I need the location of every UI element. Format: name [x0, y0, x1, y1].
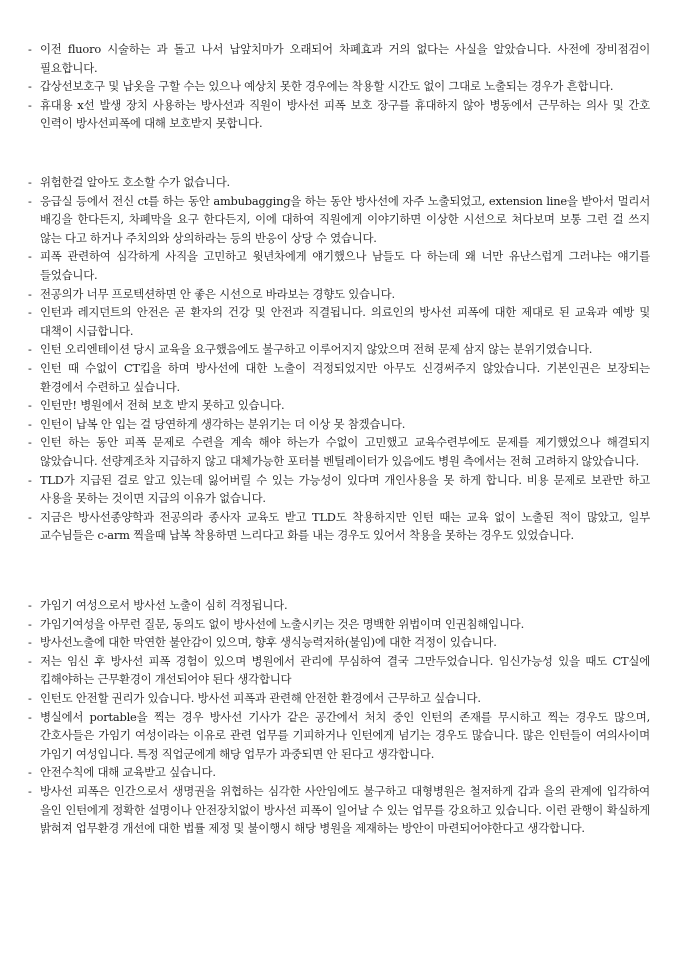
- list-item: [28, 689, 650, 708]
- bullet-dash: -: [28, 616, 32, 631]
- item-text: 인턴만! 병원에서 전혀 보호 받지 못하고 있습니다.: [40, 398, 285, 413]
- item-text: 응급실 등에서 전신 ct를 하는 동안 ambubagging을 하는 동안 방사선에 자주 노출되었고, extension line을 받아서 멀리서 배깅을 한다든지, 차폐막을 요구 한다든지, 이에 대하여 직원에게 이야기하면 이상한 시선으로 쳐다보며 보통 그런 걸 쓰지 않는 다고 하거나 주치의와 상의하라는 등의 반응이 상당 수 였습니다.: [40, 193, 650, 245]
- list-item: [28, 415, 650, 434]
- bullet-dash: -: [28, 193, 32, 208]
- list-item: [28, 359, 650, 396]
- list-item: [28, 396, 650, 415]
- bullet-dash: -: [28, 783, 32, 798]
- item-text: 가임기 여성으로서 방사선 노출이 심히 걱정됩니다.: [40, 598, 288, 612]
- item-text: 인턴이 납복 안 입는 걸 당연하게 생각하는 분위기는 더 이상 못 참겠습니다.: [40, 416, 406, 431]
- list-item: [28, 77, 650, 96]
- section-culture: [28, 173, 650, 545]
- item-text: 휴대용 x선 발생 장치 사용하는 방사선과 직원이 방사선 피폭 보호 장구를 휴대하지 않아 병동에서 근무하는 의사 및 간호 인력이 방사선피폭에 대해 보호받지 못합니다.: [40, 97, 650, 131]
- bullet-dash: -: [28, 435, 32, 450]
- bullet-dash: -: [28, 472, 32, 487]
- item-text: 가임기여성을 아무런 질문, 동의도 없이 방사선에 노출시키는 것은 명백한 위법이며 인권침해입니다.: [40, 616, 524, 631]
- bullet-dash: -: [28, 653, 32, 668]
- bullet-dash: -: [28, 305, 32, 320]
- bullet-dash: -: [28, 635, 32, 650]
- item-text: TLD가 지급된 걸로 알고 있는데 잃어버릴 수 있는 가능성이 있다며 개인사용을 못 하게 합니다. 비용 문제로 보관만 하고 사용을 못하는 것이면 지급의 이유가 없습니다.: [40, 472, 650, 506]
- list-item: [28, 247, 650, 284]
- bullet-dash: -: [28, 509, 32, 524]
- item-text: 병실에서 portable을 찍는 경우 방사선 기사가 같은 공간에서 처치 중인 인턴의 존재를 무시하고 찍는 경우도 많으며, 간호사들은 가임기 여성이라는 이유로 관련 업무를 기피하거나 인턴에게 넘기는 경우도 많습니다. 많은 인턴들이 여의사이며 가임기 여성입니다. 특정 직업군에게 해당 업무가 과중되면 안 된다고 생각합니다.: [40, 709, 650, 761]
- bullet-list: [28, 596, 650, 838]
- bullet-dash: -: [28, 398, 32, 413]
- item-text: 인턴 때 수없이 CT킵을 하며 방사선에 대한 노출이 걱정되었지만 아무도 신경써주지 않았습니다. 기본인권은 보장되는 환경에서 수련하고 싶습니다.: [40, 360, 650, 394]
- item-text: 안전수칙에 대해 교육받고 싶습니다.: [40, 765, 216, 780]
- item-text: 방사선 피폭은 인간으로서 생명권을 위협하는 심각한 사안임에도 불구하고 대형병원은 철저하게 갑과 을의 관계에 입각하여 을인 인턴에게 정확한 설명이나 안전장치없이 방사선 피폭이 일어날 수 있는 업무를 강요하고 있습니다. 이런 관행이 확실하게 밝혀져 업무환경 개선에 대한 법률 제정 및 불이행시 해당 병원을 제재하는 방안이 마련되어야한다고 생각합니다.: [40, 783, 650, 836]
- bullet-dash: -: [28, 765, 32, 780]
- item-text: 인턴 하는 동안 피폭 문제로 수련을 계속 해야 하는가 수없이 고민했고 교육수련부에도 문제를 제기했었으나 해결되지 않았습니다. 선량계조차 지급하지 않고 대체가능한 포터블 벤틸레이터가 있음에도 병원 측에서는 전혀 고려하지 않았습니다.: [40, 435, 650, 468]
- list-item: [28, 96, 650, 133]
- list-item: [28, 40, 650, 77]
- list-item: [28, 652, 650, 689]
- item-text: 피폭 관련하여 심각하게 사직을 고민하고 윗년차에게 얘기했으나 남들도 다 하는데 왜 너만 유난스럽게 그러냐는 얘기를 들었습니다.: [40, 249, 650, 282]
- bullet-dash: -: [28, 690, 32, 705]
- list-item: [28, 285, 650, 304]
- bullet-dash: -: [28, 598, 32, 612]
- item-text: 갑상선보호구 및 납옷을 구할 수는 있으나 예상치 못한 경우에는 착용할 시간도 없이 그대로 노출되는 경우가 흔합니다.: [40, 79, 614, 94]
- item-text: 이전 fluoro 시술하는 과 돌고 나서 납앞치마가 오래되어 차폐효과 거의 없다는 사실을 알았습니다. 사전에 장비점검이 필요합니다.: [40, 42, 650, 75]
- bullet-dash: -: [28, 79, 32, 94]
- item-text: 전공의가 너무 프로텍션하면 안 좋은 시선으로 바라보는 경향도 있습니다.: [40, 286, 395, 301]
- bullet-dash: -: [28, 175, 32, 189]
- bullet-dash: -: [28, 709, 32, 724]
- bullet-dash: -: [28, 286, 32, 301]
- item-text: 인턴도 안전할 권리가 있습니다. 방사선 피폭과 관련해 안전한 환경에서 근무하고 싶습니다.: [40, 690, 481, 705]
- list-item: [28, 596, 650, 615]
- list-item: [28, 708, 650, 764]
- bullet-dash: -: [28, 42, 32, 56]
- bullet-dash: -: [28, 249, 32, 264]
- list-item: [28, 471, 650, 508]
- list-item: [28, 763, 650, 782]
- list-item: [28, 782, 650, 838]
- item-text: 방사선노출에 대한 막연한 불안감이 있으며, 향후 생식능력저하(불임)에 대한 걱정이 있습니다.: [40, 635, 497, 650]
- list-item: [28, 508, 650, 545]
- bullet-dash: -: [28, 342, 32, 357]
- list-item: [28, 303, 650, 340]
- section-fertility: [28, 596, 650, 838]
- bullet-list: [28, 173, 650, 545]
- list-item: [28, 433, 650, 470]
- list-item: [28, 615, 650, 634]
- bullet-dash: -: [28, 97, 32, 112]
- list-item: [28, 173, 650, 192]
- bullet-dash: -: [28, 360, 32, 375]
- bullet-dash: -: [28, 416, 32, 431]
- item-text: 인턴과 레지던트의 안전은 곧 환자의 건강 및 안전과 직결됩니다. 의료인의 방사선 피폭에 대한 제대로 된 교육과 예방 및 대책이 시급합니다.: [40, 305, 650, 338]
- item-text: 인턴 오리엔테이션 당시 교육을 요구했음에도 불구하고 이루어지지 않았으며 전혀 문제 삼지 않는 분위기였습니다.: [40, 342, 593, 357]
- item-text: 위험한걸 알아도 호소할 수가 없습니다.: [40, 175, 230, 189]
- list-item: [28, 340, 650, 359]
- list-item: [28, 633, 650, 652]
- item-text: 저는 임신 후 방사선 피폭 경험이 있으며 병원에서 관리에 무심하여 결국 그만두었습니다. 임신가능성 있을 때도 CT실에 킵해야하는 근무환경이 개선되어야 된다 생각합니다: [40, 653, 650, 687]
- bullet-list: [28, 40, 650, 133]
- item-text: 지금은 방사선종양학과 전공의라 종사자 교육도 받고 TLD도 착용하지만 인턴 때는 교육 없이 노출된 적이 많았고, 일부 교수님들은 c-arm 찍을때 납복 착용하면 느리다고 화를 내는 경우도 있어서 착용을 못하는 경우도 있었습니다.: [40, 509, 650, 543]
- section-equipment: [28, 40, 650, 133]
- list-item: [28, 192, 650, 248]
